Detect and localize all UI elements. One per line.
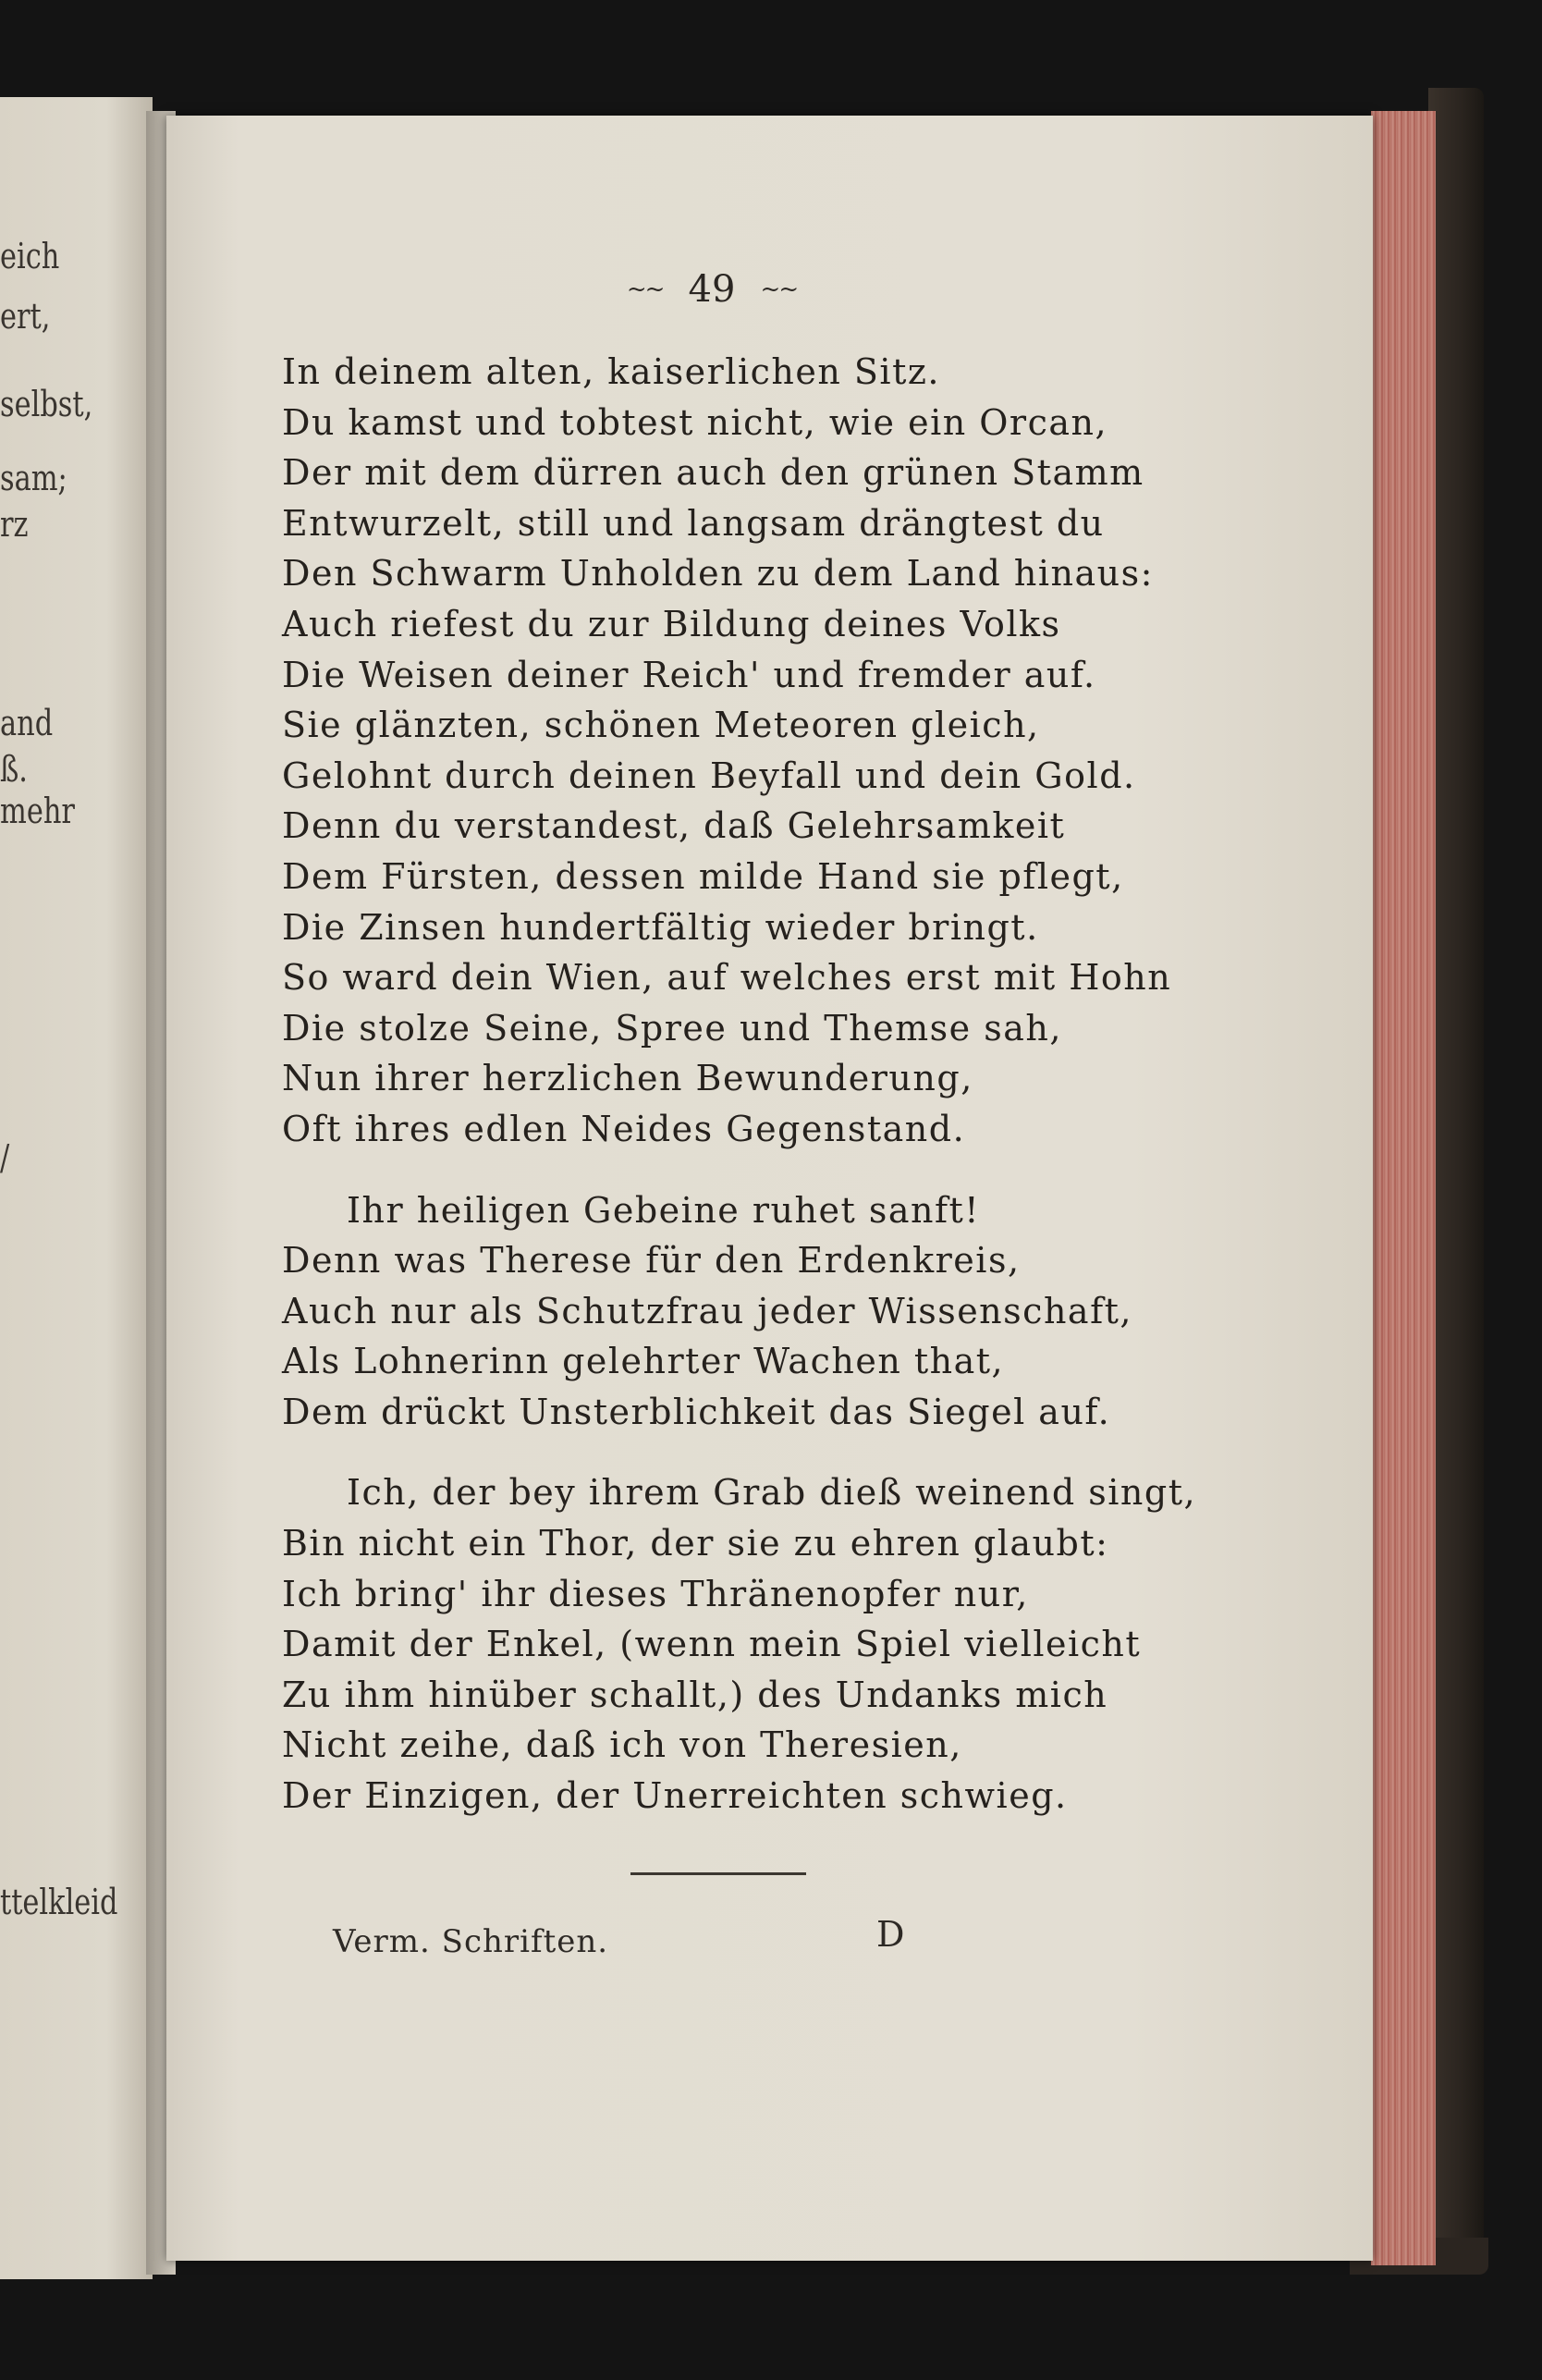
poem-line: Ihr heiligen Gebeine ruhet sanft! [347,1189,981,1231]
end-rule [630,1872,806,1875]
poem-line: In deinem alten, kaiserlichen Sitz. [282,351,940,392]
poem-line: Ich bring' ihr dieses Thränenopfer nur, [282,1573,1029,1614]
left-page-fragment: ert, [0,296,51,337]
poem-line: Ich, der bey ihrem Grab dieß weinend singt, [347,1472,1197,1514]
poem-line: Der Einzigen, der Unerreichten schwieg. [282,1775,1068,1817]
poem-line: Entwurzelt, still und langsam drängtest du [282,502,1105,544]
poem-line: Gelohnt durch deinen Beyfall und dein Gold. [282,754,1136,796]
poem-line: Du kamst und tobtest nicht, wie ein Orcan, [282,401,1108,443]
poem-line: Sie glänzten, schönen Meteoren gleich, [282,705,1040,746]
left-page-fragment: rz [0,504,29,545]
poem-text [282,347,1206,1822]
poem-line: Zu ihm hinüber schallt,) des Undanks mich [282,1674,1108,1715]
left-page-fragment: selbst, [0,384,93,424]
poem-line: Den Schwarm Unholden zu dem Land hinaus: [282,553,1154,595]
poem-line: Bin nicht ein Thor, der sie zu ehren glaubt: [282,1523,1109,1564]
signature-title: Verm. Schriften. [333,1923,609,1960]
stanza-gap [282,1437,1206,1467]
left-page-fragment: eich [0,236,60,276]
left-page-fragment: ttelkleid [0,1882,118,1922]
page-header [592,268,832,311]
poem-line: Auch nur als Schutzfrau jeder Wissenschaft, [282,1290,1132,1331]
poem-line: Nicht zeihe, daß ich von Theresien, [282,1724,962,1766]
left-page-fragment: sam; [0,458,67,498]
book-cover [1428,88,1484,2270]
poem-line: Die Zinsen hundertfältig wieder bringt. [282,906,1039,948]
stanza-2 [282,1185,1206,1438]
poem-line: Als Lohnerinn gelehrter Wachen that, [282,1341,1005,1382]
left-page-fragment: ß. [0,749,28,790]
poem-line: Die Weisen deiner Reich' und fremder auf. [282,654,1096,695]
page-number: 49 [688,268,736,311]
poem-line: Denn du verstandest, daß Gelehrsamkeit [282,805,1066,847]
poem-line: Nun ihrer herzlichen Bewunderung, [282,1058,973,1099]
poem-line: Dem drückt Unsterblichkeit das Siegel auf. [282,1391,1111,1432]
page-edges [1371,111,1436,2265]
poem-line: So ward dein Wien, auf welches erst mit Hohn [282,957,1172,999]
left-page [0,97,153,2279]
stanza-3 [282,1467,1206,1821]
poem-line: Die stolze Seine, Spree und Themse sah, [282,1007,1062,1049]
poem-line: Damit der Enkel, (wenn mein Spiel vielleicht [282,1624,1142,1665]
ornament-right: ~~ [760,276,798,303]
poem-line: Denn was Therese für den Erdenkreis, [282,1240,1021,1282]
poem-line: Der mit dem dürren auch den grünen Stamm [282,452,1144,494]
signature-mark: D [876,1914,905,1955]
stanza-gap [282,1155,1206,1185]
left-page-fragment: and [0,703,54,743]
left-page-fragment: mehr [0,791,75,831]
stanza-1 [282,347,1206,1155]
ornament-left: ~~ [626,276,664,303]
left-page-fragment: / [0,1137,10,1178]
poem-line: Oft ihres edlen Neides Gegenstand. [282,1108,966,1149]
poem-line: Dem Fürsten, dessen milde Hand sie pflegt, [282,855,1124,897]
poem-line: Auch riefest du zur Bildung deines Volks [282,603,1061,644]
